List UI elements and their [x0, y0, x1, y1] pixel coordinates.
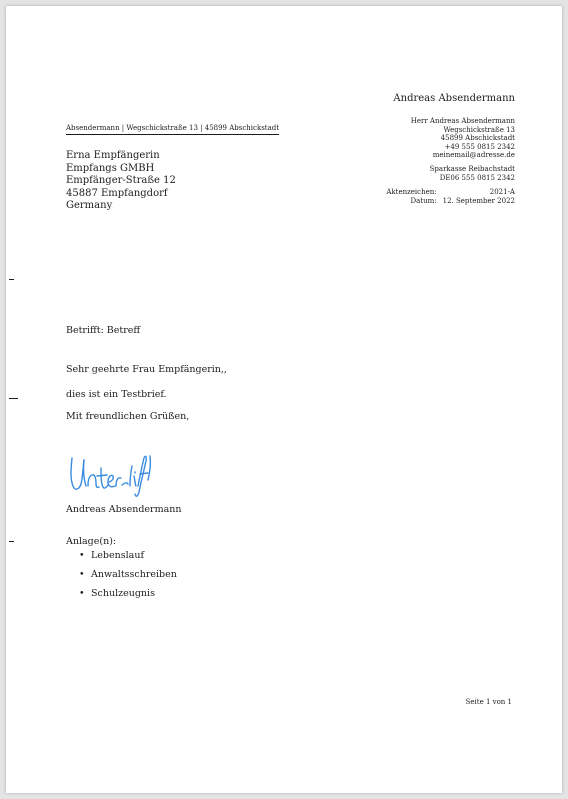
page-number: Seite 1 von 1: [465, 698, 512, 706]
bullet-icon: •: [79, 569, 85, 580]
date-label: Datum:: [410, 197, 437, 206]
return-address-line: Absendermann | Wegschickstraße 13 | 45899 Abschickstadt: [66, 124, 279, 135]
recipient-line: Erna Empfängerin: [66, 150, 160, 161]
enclosures-label: Anlage(n):: [66, 536, 117, 547]
fold-mark-bottom: [9, 541, 14, 542]
sender-email: meinemail@adresse.de: [432, 151, 515, 160]
recipient-line: Germany: [66, 200, 113, 211]
punch-mark: [9, 398, 18, 399]
recipient-address: [66, 150, 176, 213]
handwritten-signature: [66, 446, 156, 502]
bank-iban: DE06 555 0815 2342: [439, 173, 515, 182]
recipient-line: 45887 Empfangdorf: [66, 187, 168, 199]
enclosure-item-label: Schulzeugnis: [91, 588, 155, 599]
bullet-icon: •: [79, 550, 85, 561]
signature-name: Andreas Absendermann: [66, 504, 182, 515]
date-value: 12. September 2022: [442, 197, 515, 206]
bullet-icon: •: [79, 588, 85, 599]
sender-phone: +49 555 0815 2342: [444, 142, 515, 151]
recipient-line: Empfänger-Straße 12: [66, 175, 176, 186]
enclosure-item-label: Lebenslauf: [91, 550, 144, 561]
file-number-label: Aktenzeichen:: [386, 188, 437, 196]
enclosure-item-label: Anwaltsschreiben: [91, 569, 177, 580]
enclosure-item: [79, 587, 177, 606]
bank-name: Sparkasse Reibachstadt: [429, 165, 515, 173]
sender-address-block: [411, 117, 515, 160]
reference-fields: [386, 188, 515, 207]
subject-line: Betrifft: Betreff: [66, 325, 141, 336]
body-paragraph: dies ist ein Testbrief.: [66, 389, 167, 400]
file-number-value: 2021-A: [489, 188, 515, 196]
enclosure-item: [79, 568, 177, 587]
recipient-line: Empfangs GMBH: [66, 162, 155, 174]
sender-address-line: Herr Andreas Absendermann: [410, 117, 515, 125]
closing: Mit freundlichen Grüßen,: [66, 411, 190, 422]
salutation: Sehr geehrte Frau Empfängerin,,: [66, 364, 227, 375]
enclosure-item: [79, 549, 177, 568]
sender-address-line: 45899 Abschickstadt: [440, 134, 515, 143]
sender-address-line: Wegschickstraße 13: [443, 125, 515, 134]
sender-name: Andreas Absendermann: [393, 93, 515, 104]
bank-details: [430, 165, 515, 182]
fold-mark-top: [9, 279, 14, 280]
enclosure-list: [79, 549, 177, 606]
